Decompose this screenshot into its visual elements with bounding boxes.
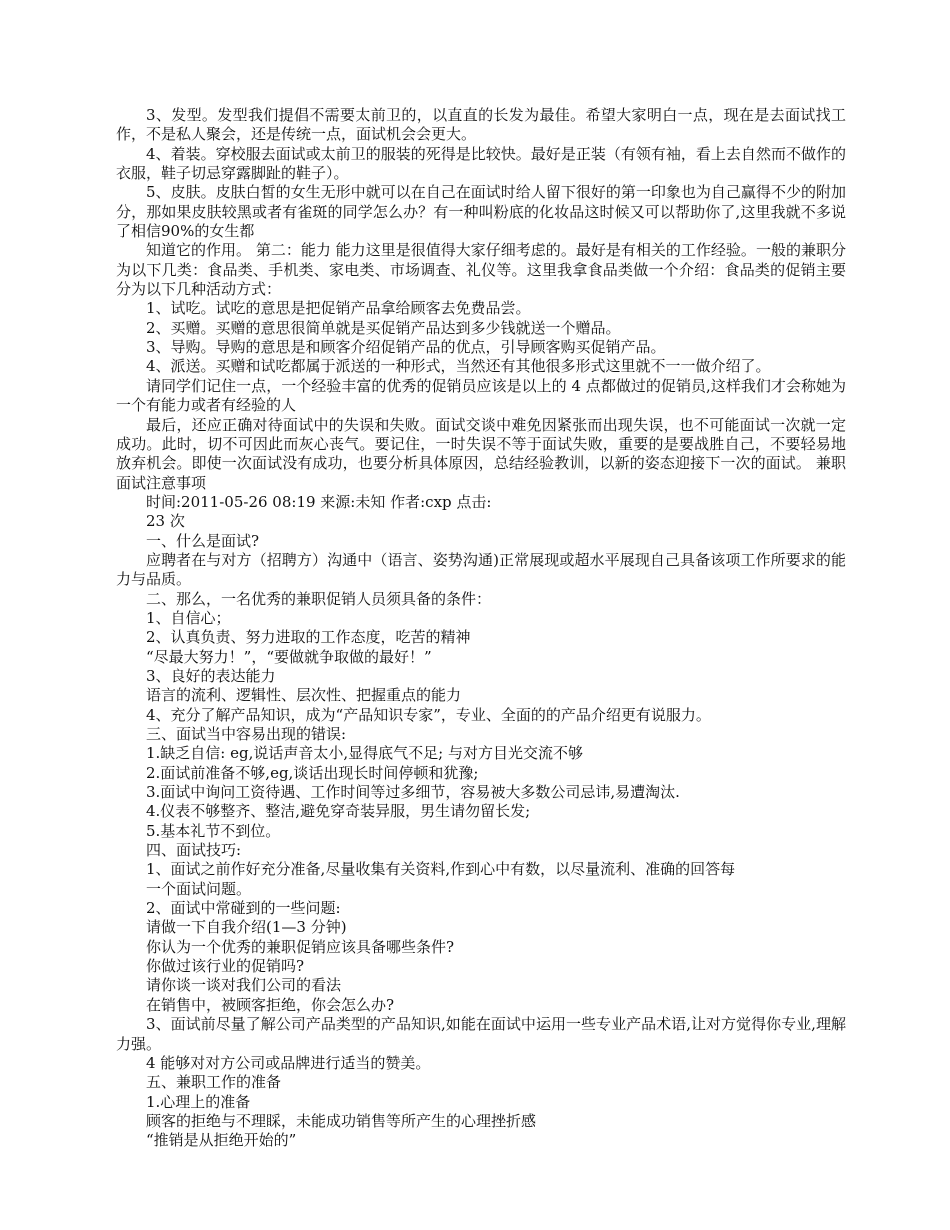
list-item: 3.面试中询问工资待遇、工作时间等过多细节，容易被大多数公司忌讳,易遭淘汰.	[146, 783, 680, 802]
paragraph: 5、皮肤。皮肤白皙的女生无形中就可以在自己在面试时给人留下很好的第一印象也为自己赢得不少的附加分，那如果皮肤较黑或者有雀斑的同学怎么办？有一种叫粉底的化妆品这时候又可以帮助你了,这里我就不多说了相信90%的女生都	[116, 183, 846, 241]
list-item: 5.基本礼节不到位。	[146, 821, 281, 840]
section-heading: 二、那么，一名优秀的兼职促销人员须具备的条件：	[146, 589, 492, 608]
list-item: 3、良好的表达能力	[146, 666, 276, 685]
list-item: 3、面试前尽量了解公司产品类型的产品知识,如能在面试中运用一些专业产品术语,让对方觉得你专业,理解力强。	[116, 1015, 846, 1053]
paragraph: 请同学们记住一点，一个经验丰富的优秀的促销员应该是以上的 4 点都做过的促销员,这样我们才会称她为一个有能力或者有经验的人	[116, 376, 846, 415]
quote: “推销是从拒绝开始的”	[146, 1131, 297, 1150]
paragraph: 2、买赠。买赠的意思很简单就是买促销产品达到多少钱就送一个赠品。	[146, 318, 621, 337]
question-item: 请做一下自我介绍(1—3 分钟)	[146, 918, 347, 937]
list-item: 1.心理上的准备	[146, 1092, 251, 1111]
section-heading: 四、面试技巧:	[146, 841, 242, 860]
question-item: 请你谈一谈对我们公司的看法	[146, 976, 342, 995]
document-body	[116, 106, 846, 1151]
question-item: 你做过该行业的促销吗?	[146, 957, 305, 976]
paragraph: 知道它的作用。 第二：能力 能力这里是很值得大家仔细考虑的。最好是有相关的工作经验。一般的兼职分为以下几类：食品类、手机类、家电类、市场调查、礼仪等。这里我拿食品类做一个介绍：食品类的促销主要分为以下几种活动方式：	[116, 241, 846, 299]
question-item: 你认为一个优秀的兼职促销应该具备哪些条件?	[146, 937, 455, 956]
list-item: 2、认真负责、努力进取的工作态度，吃苦的精神	[146, 628, 471, 647]
paragraph: 1、试吃。试吃的意思是把促销产品拿给顾客去免费品尝。	[146, 299, 531, 318]
list-item: 2.面试前准备不够,eg,谈话出现长时间停顿和犹豫;	[146, 763, 479, 782]
list-item: 1.缺乏自信: eg,说话声音太小,显得底气不足; 与对方目光交流不够	[146, 744, 583, 763]
quote: “尽最大努力！”，“要做就争取做的最好！”	[146, 647, 432, 666]
paragraph: 语言的流利、逻辑性、层次性、把握重点的能力	[146, 686, 462, 705]
paragraph: 4、着装。穿校服去面试或太前卫的服装的死得是比较快。最好是正装（有领有袖，看上去自然而不做作的衣服，鞋子切忌穿露脚趾的鞋子）。	[116, 144, 846, 183]
list-item: 1、自信心；	[146, 608, 231, 627]
list-item: 1、面试之前作好充分准备,尽量收集有关资料,作到心中有数，以尽量流利、准确的回答每	[146, 860, 736, 879]
section-heading: 三、面试当中容易出现的错误:	[146, 725, 347, 743]
paragraph: 一个面试问题。	[146, 879, 252, 898]
article-meta-clicks: 23 次	[146, 512, 185, 531]
list-item: 4.仪表不够整齐、整洁,避免穿奇装异服，男生请勿留长发;	[146, 802, 531, 821]
paragraph: 4、派送。买赠和试吃都属于派送的一种形式，当然还有其他很多形式这里就不一一做介绍了。	[146, 357, 771, 376]
section-heading: 一、什么是面试?	[146, 531, 260, 550]
list-item: 2、面试中常碰到的一些问题:	[146, 899, 341, 918]
question-item: 在销售中，被顾客拒绝，你会怎么办?	[146, 995, 395, 1014]
section-heading: 五、兼职工作的准备	[146, 1073, 282, 1092]
article-meta: 时间:2011-05-26 08:19 来源:未知 作者:cxp 点击:	[146, 492, 492, 511]
list-item: 4 能够对对方公司或品牌进行适当的赞美。	[146, 1053, 431, 1072]
paragraph: 最后，还应正确对待面试中的失误和失败。面试交谈中难免因紧张而出现失误，也不可能面试一次就一定成功。此时，切不可因此而灰心丧气。要记住，一时失误不等于面试失败，重要的是要战胜自己，不要轻易地放弃机会。即使一次面试没有成功，也要分析具体原因，总结经验教训，以新的姿态迎接下一次的面试。 兼职面试注意事项	[116, 415, 846, 492]
paragraph: 应聘者在与对方（招聘方）沟通中（语言、姿势沟通)正常展现或超水平展现自己具备该项工作所要求的能力与品质。	[116, 550, 846, 589]
list-item: 4、充分了解产品知识，成为“产品知识专家”，专业、全面的的产品介绍更有说服力。	[146, 705, 711, 724]
paragraph: 3、发型。发型我们提倡不需要太前卫的，以直直的长发为最佳。希望大家明白一点，现在是去面试找工作，不是私人聚会，还是传统一点，面试机会会更大。	[116, 106, 846, 144]
paragraph: 顾客的拒绝与不理睬，未能成功销售等所产生的心理挫折感	[146, 1111, 537, 1130]
paragraph: 3、导购。导购的意思是和顾客介绍促销产品的优点，引导顾客购买促销产品。	[146, 338, 666, 357]
